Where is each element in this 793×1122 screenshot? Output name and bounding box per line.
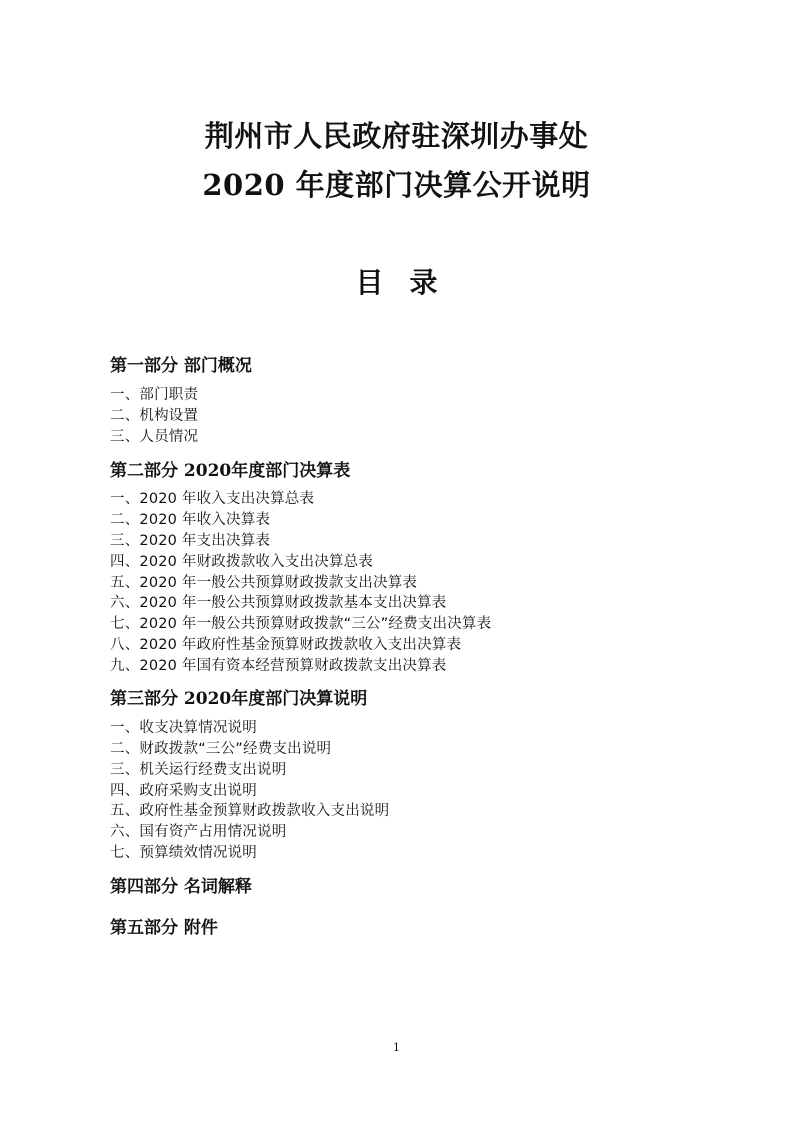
toc-item: 四、2020 年财政拨款收入支出决算总表: [110, 554, 374, 570]
section-heading-part-3: 第三部分 2020年度部门决算说明: [110, 689, 368, 709]
toc-item: 四、政府采购支出说明: [110, 783, 257, 799]
toc-item: 六、国有资产占用情况说明: [110, 824, 287, 840]
toc-item: 二、机构设置: [110, 408, 199, 424]
document-title-line-2: 2020 年度部门决算公开说明: [202, 168, 591, 202]
toc-item: 七、2020 年一般公共预算财政拨款“三公”经费支出决算表: [110, 616, 492, 632]
section-heading-part-4: 第四部分 名词解释: [110, 877, 252, 897]
toc-item: 三、2020 年支出决算表: [110, 533, 271, 549]
toc-item: 一、部门职责: [110, 387, 199, 403]
toc-item: 三、人员情况: [110, 429, 199, 445]
section-heading-part-5: 第五部分 附件: [110, 918, 218, 938]
toc-item: 二、2020 年收入决算表: [110, 512, 271, 528]
toc-heading: 目录: [355, 266, 464, 299]
toc-item: 五、政府性基金预算财政拨款收入支出说明: [110, 803, 390, 819]
toc-item: 三、机关运行经费支出说明: [110, 762, 287, 778]
section-heading-part-1: 第一部分 部门概况: [110, 356, 252, 376]
toc-item: 一、收支决算情况说明: [110, 720, 257, 736]
toc-item: 五、2020 年一般公共预算财政拨款支出决算表: [110, 575, 418, 591]
toc-item: 六、2020 年一般公共预算财政拨款基本支出决算表: [110, 595, 447, 611]
toc-item: 二、财政拨款“三公”经费支出说明: [110, 741, 332, 757]
toc-item: 九、2020 年国有资本经营预算财政拨款支出决算表: [110, 658, 447, 674]
page-number: 1: [393, 1041, 400, 1054]
section-heading-part-2: 第二部分 2020年度部门决算表: [110, 461, 351, 481]
toc-item: 七、预算绩效情况说明: [110, 845, 257, 861]
toc-item: 八、2020 年政府性基金预算财政拨款收入支出决算表: [110, 637, 462, 653]
toc-item: 一、2020 年收入支出决算总表: [110, 491, 315, 507]
document-title-line-1: 荆州市人民政府驻深圳办事处: [204, 119, 589, 153]
